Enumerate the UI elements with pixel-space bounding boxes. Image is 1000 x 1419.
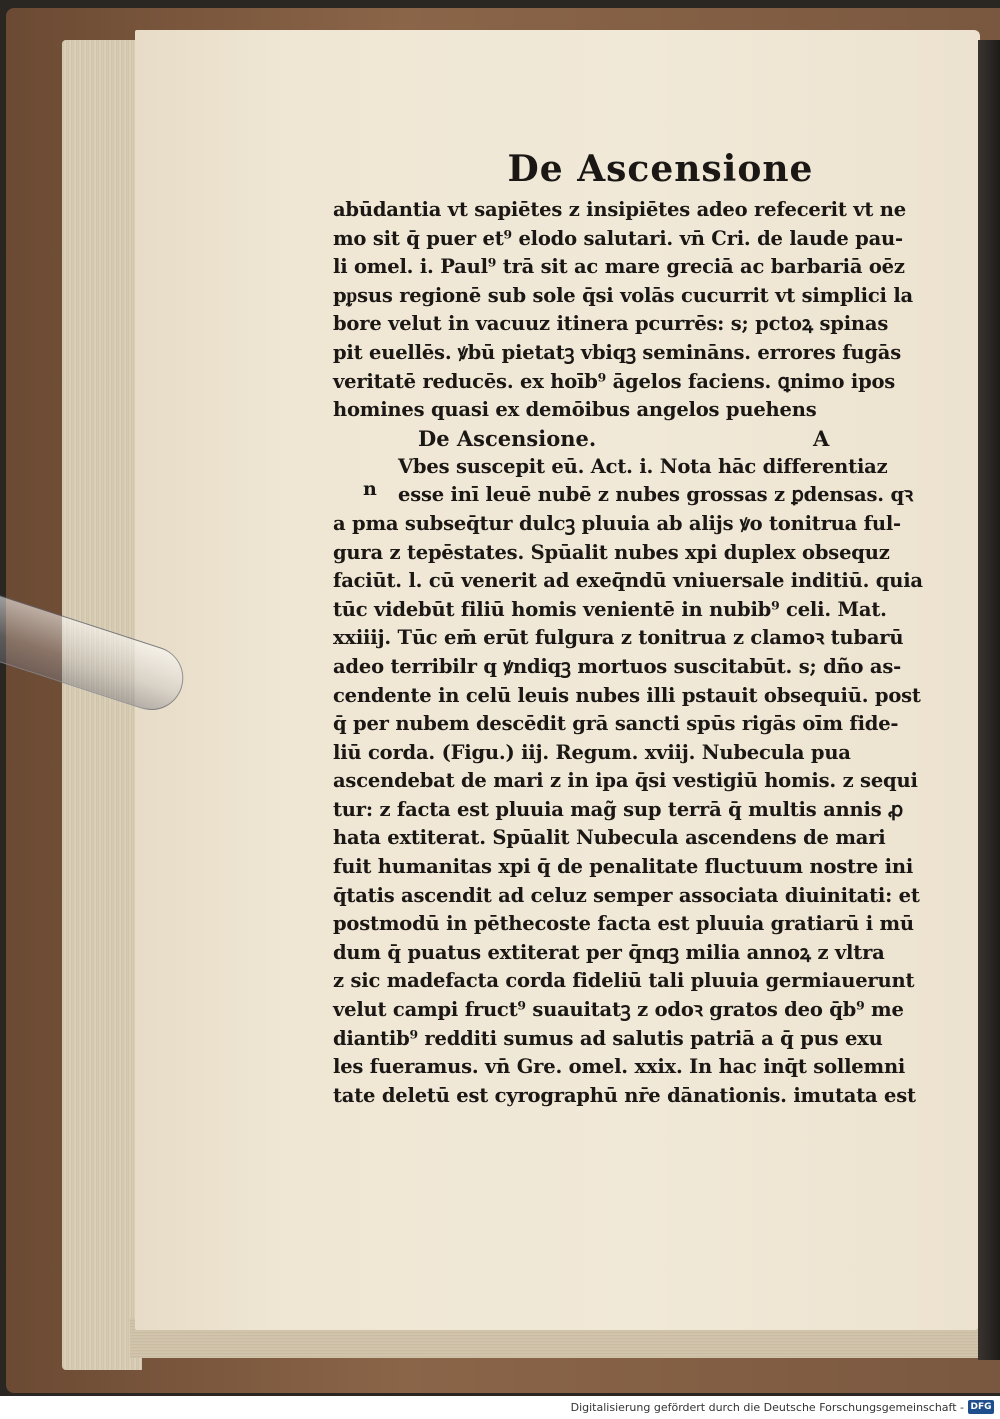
text-line: cendente in celū leuis nubes illi pstauit obsequiū. post xyxy=(333,683,921,707)
text-line: z sic madefacta corda fideliū tali pluuia germiauerunt xyxy=(333,969,915,993)
text-line: li omel. i. Paul⁹ trā sit ac mare greciā ac barbariā oēz xyxy=(333,255,905,279)
section-heading xyxy=(333,425,948,453)
funding-credit: Digitalisierung gefördert durch die Deutsche Forschungsgemeinschaft - xyxy=(570,1401,964,1414)
text-line: a pma subseq̄tur dulcꝫ pluuia ab alijs ꝟo tonitrua ful- xyxy=(333,511,901,535)
section-heading-text: De Ascensione. xyxy=(418,425,597,451)
text-line: dum q̄ puatus extiterat per q̄nqꝫ milia annoꝝ z vltra xyxy=(333,940,885,964)
text-line: liū corda. (Figu.) iij. Regum. xviij. Nubecula pua xyxy=(333,740,851,764)
text-line: q̄tatis ascendit ad celuz semper associata diuinitati: et xyxy=(333,883,920,907)
text-line: diantib⁹ redditi sumus ad salutis patriā a q̄ pus exu xyxy=(333,1026,883,1050)
text-line: pit euellēs. ꝟbū pietatꝫ vbiqꝫ semināns. errores fugās xyxy=(333,340,902,364)
text-line: q̄ per nubem descēdit grā sancti spūs rigās oīm fide- xyxy=(333,712,899,736)
footer-bar xyxy=(0,1396,1000,1419)
gutter-shadow xyxy=(978,40,1000,1360)
text-line: Vbes suscepit eū. Act. i. Nota hāc differentiaz xyxy=(398,454,888,478)
text-block xyxy=(333,148,948,1110)
text-line: homines quasi ex demōibus angelos puehens xyxy=(333,398,817,422)
text-line: pᵱsus regionē sub sole q̄si volās cucurrit vt simplici la xyxy=(333,283,913,307)
text-line: hata extiterat. Spūalit Nubecula ascendens de mari xyxy=(333,826,886,850)
text-line: tate deletū est cyrographū nr̄e dānationis. imutata est xyxy=(333,1083,916,1107)
text-line: abūdantia vt sapiētes z insipiētes adeo refecerit vt ne xyxy=(333,198,906,221)
text-line: tur: z facta est pluuia mag̃ sup terrā q̄ multis annis ꝓ xyxy=(333,797,903,821)
text-line: esse inī leuē nubē z nubes grossas z ꝑdensas. qꝛ xyxy=(398,483,913,507)
dfg-logo: DFG xyxy=(968,1400,994,1414)
running-head: De Ascensione xyxy=(507,148,814,190)
text-line: les fueramus. vn̄ Gre. omel. xxix. In hac inq̄t sollemni xyxy=(333,1055,906,1079)
text-line: velut campi fruct⁹ suauitatꝫ z odoꝛ gratos deo q̄b⁹ me xyxy=(333,998,904,1022)
text-line: postmodū in pēthecoste facta est pluuia gratiarū i mū xyxy=(333,912,914,936)
text-line: bore velut in vacuuz itinera pcurrēs: s; pctoꝝ spinas xyxy=(333,312,889,336)
text-line: mo sit q̄ puer et⁹ elodo salutari. vn̄ Cri. de laude pau- xyxy=(333,226,903,250)
text-line: gura z tepēstates. Spūalit nubes xpi duplex obsequz xyxy=(333,540,890,564)
text-line: xxiiij. Tūc em̄ erūt fulgura z tonitrua z clamoꝛ tubarū xyxy=(333,626,904,650)
text-line: veritatē reducēs. ex hoīb⁹ āgelos faciens. ꝗnimo ipos xyxy=(333,369,896,393)
text-line: fuit humanitas xpi q̄ de penalitate fluctuum nostre ini xyxy=(333,855,914,879)
guide-letter: A xyxy=(813,425,830,451)
initial-guide-letter: n xyxy=(363,478,377,500)
text-line: faciūt. l. cū venerit ad exeq̄ndū vniuersale inditiū. quia xyxy=(333,569,923,593)
paragraph-2 xyxy=(333,453,948,1111)
text-line: tūc videbūt filiū homis venientē in nubib⁹ celi. Mat. xyxy=(333,597,887,621)
text-line: adeo terribilr q ꝟndiqꝫ mortuos suscitabūt. s; dño as- xyxy=(333,654,901,678)
paragraph-1 xyxy=(333,196,948,425)
text-line: ascendebat de mari z in ipa q̄si vestigiū homis. z sequi xyxy=(333,769,918,793)
